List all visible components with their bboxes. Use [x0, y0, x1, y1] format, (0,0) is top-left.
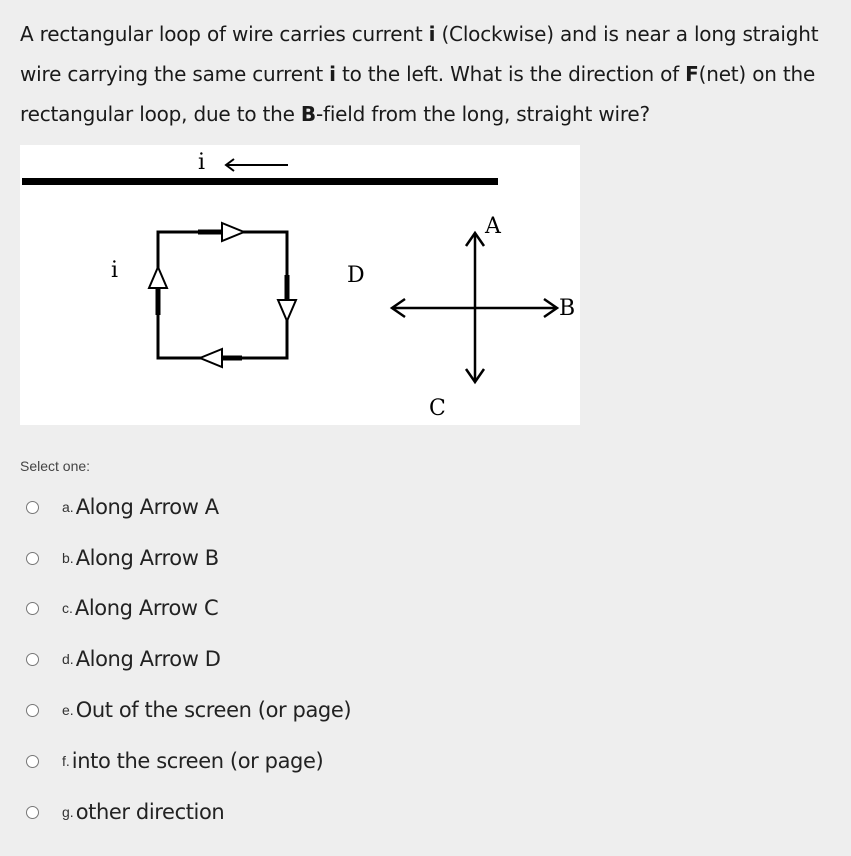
arrow-b-label: B [559, 296, 576, 321]
radio-button[interactable] [26, 501, 39, 514]
option-text: Along Arrow B [75, 546, 219, 570]
arrow-c-label: C [429, 396, 446, 421]
option-c[interactable] [26, 591, 386, 625]
label-d: D [347, 263, 365, 288]
radio-button[interactable] [26, 704, 39, 717]
option-text: Out of the screen (or page) [75, 698, 352, 722]
radio-button[interactable] [26, 653, 39, 666]
option-e[interactable] [26, 693, 386, 727]
current-symbol: i [428, 22, 436, 46]
question-part: to the left. What is the direction of [335, 62, 686, 86]
option-letter: f. [62, 753, 70, 769]
option-g[interactable] [26, 795, 386, 829]
option-a[interactable] [26, 490, 386, 524]
question-text [20, 14, 848, 134]
loop-arrow-top [198, 223, 244, 241]
option-text: Along Arrow C [74, 596, 219, 620]
current-symbol: i [329, 62, 336, 86]
option-letter: a. [62, 499, 74, 515]
option-letter: e. [62, 702, 74, 718]
question-part: -field from the long, straight wire? [315, 102, 650, 126]
option-text: into the screen (or page) [71, 749, 324, 773]
current-loop [158, 232, 287, 358]
radio-button[interactable] [26, 552, 39, 565]
loop-current-label: i [111, 258, 119, 283]
loop-arrow-right [278, 275, 296, 321]
direction-cross [392, 233, 557, 382]
question-part: (net) on the rectangular loop, due to the [20, 62, 816, 126]
field-symbol: B [300, 102, 316, 126]
straight-wire [22, 178, 498, 185]
option-letter: d. [62, 651, 74, 667]
option-letter: g. [62, 804, 74, 820]
question-part: A rectangular loop of wire carries current [20, 22, 429, 46]
option-letter: b. [62, 550, 74, 566]
option-text: other direction [75, 800, 225, 824]
physics-diagram [20, 145, 580, 425]
option-text: Along Arrow D [75, 647, 221, 671]
wire-current-label: i [198, 150, 206, 175]
option-letter: c. [62, 600, 73, 616]
wire-current-arrow [226, 159, 288, 171]
force-symbol: F [685, 62, 699, 86]
option-b[interactable] [26, 541, 386, 575]
select-one-prompt: Select one: [20, 458, 91, 474]
arrow-a-label: A [485, 214, 501, 239]
option-text: Along Arrow A [75, 495, 219, 519]
option-d[interactable] [26, 642, 386, 676]
radio-button[interactable] [26, 755, 39, 768]
loop-arrow-left [149, 267, 167, 315]
loop-arrow-bottom [200, 349, 242, 367]
radio-button[interactable] [26, 602, 39, 615]
option-f[interactable] [26, 744, 386, 778]
question-part: (Clockwise) and is near a long straight wire carrying the same current [20, 22, 819, 86]
radio-button[interactable] [26, 806, 39, 819]
